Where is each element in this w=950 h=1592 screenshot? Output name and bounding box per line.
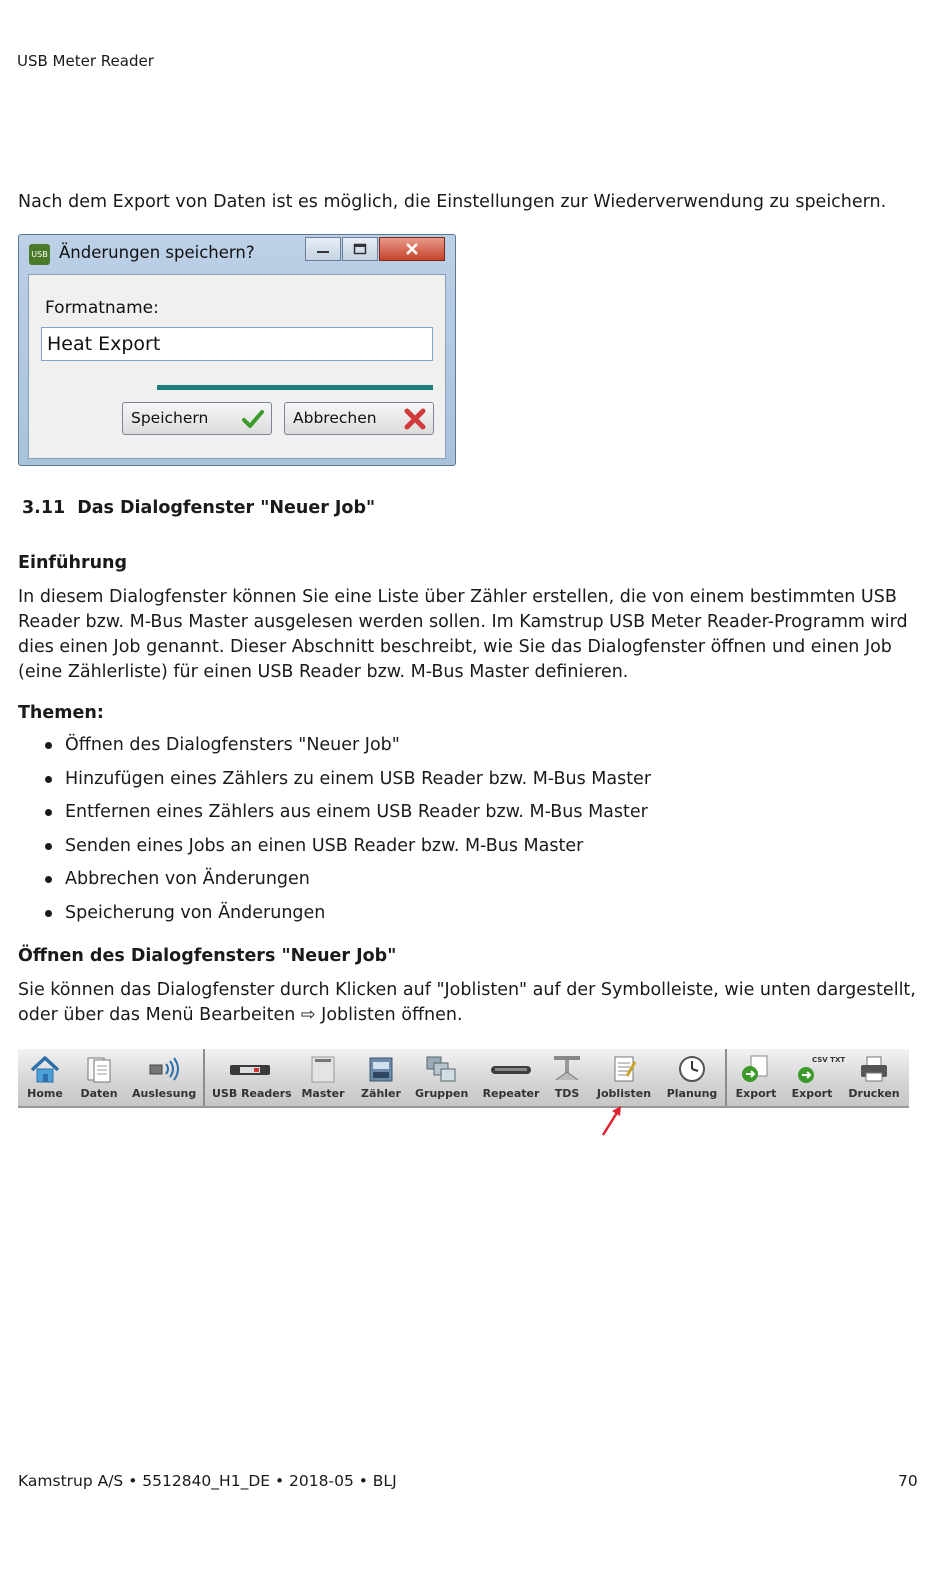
list-item: Hinzufügen eines Zählers zu einem USB Reader bzw. M-Bus Master	[45, 767, 651, 801]
toolbar-joblists[interactable]	[596, 1049, 652, 1106]
toolbar-data-label: Daten	[80, 1087, 118, 1100]
running-header: USB Meter Reader	[17, 52, 154, 70]
toolbar-export-csv[interactable]	[788, 1049, 846, 1106]
intro-heading: Einführung	[18, 553, 128, 573]
export-icon	[739, 1054, 773, 1084]
toolbar-export-csv-label: Export	[791, 1087, 833, 1100]
page-number: 70	[898, 1472, 918, 1490]
open-dialog-body	[18, 978, 928, 1028]
toolbar-tds[interactable]	[548, 1049, 586, 1106]
list-item: Entfernen eines Zählers aus einem USB Reader bzw. M-Bus Master	[45, 800, 651, 834]
toolbar-reading-label: Auslesung	[132, 1087, 197, 1100]
csv-badge: CSV TXT	[812, 1056, 846, 1064]
topics-list	[45, 733, 651, 934]
toolbar-planning-label: Planung	[666, 1087, 718, 1100]
minimize-button[interactable]	[305, 237, 341, 261]
toolbar-planning[interactable]	[665, 1049, 719, 1106]
section-number: 3.11	[22, 498, 66, 518]
section-title: Das Dialogfenster "Neuer Job"	[77, 498, 376, 518]
open-body-text: Sie können das Dialogfenster durch Klicken auf "Joblisten" auf der Symbolleiste, wie unten dargestellt, oder über das Menü Bearbeiten	[18, 980, 916, 1025]
list-item: Speicherung von Änderungen	[45, 901, 651, 935]
cross-icon	[403, 407, 427, 431]
groups-icon	[424, 1054, 458, 1084]
tds-icon	[550, 1054, 584, 1084]
toolbar-print-label: Drucken	[848, 1087, 900, 1100]
home-icon	[28, 1054, 62, 1084]
maximize-icon	[353, 243, 367, 255]
cancel-button-label: Abbrechen	[293, 409, 377, 427]
clock-icon	[675, 1054, 709, 1084]
toolbar-print[interactable]	[846, 1049, 902, 1106]
footer-document-info: Kamstrup A/S • 5512840_H1_DE • 2018-05 • BLJ	[18, 1472, 397, 1490]
list-item: Öffnen des Dialogfensters "Neuer Job"	[45, 733, 651, 767]
toolbar-groups-label: Gruppen	[415, 1087, 469, 1100]
toolbar-tds-label: TDS	[554, 1087, 580, 1100]
main-toolbar	[18, 1049, 909, 1108]
maximize-button[interactable]	[342, 237, 378, 261]
toolbar-usb-readers-label: USB Readers	[212, 1087, 292, 1100]
toolbar-export-label: Export	[735, 1087, 777, 1100]
cancel-button[interactable]	[284, 402, 434, 435]
toolbar-repeater-label: Repeater	[482, 1087, 540, 1100]
toolbar-home-label: Home	[27, 1087, 63, 1100]
document-icon	[82, 1054, 116, 1084]
list-item: Senden eines Jobs an einen USB Reader bzw. M-Bus Master	[45, 834, 651, 868]
toolbar-export[interactable]	[732, 1049, 780, 1106]
open-dialog-heading: Öffnen des Dialogfensters "Neuer Job"	[18, 946, 397, 966]
reading-icon	[144, 1054, 184, 1084]
dialog-body	[28, 274, 446, 459]
menu-arrow-icon: ⇨	[300, 1005, 316, 1025]
toolbar-meters[interactable]	[358, 1049, 404, 1106]
joblist-icon	[607, 1054, 641, 1084]
save-button[interactable]	[122, 402, 272, 435]
export-csv-icon	[795, 1054, 846, 1084]
toolbar-groups[interactable]	[415, 1049, 467, 1106]
toolbar-usb-readers[interactable]	[212, 1049, 292, 1106]
intro-paragraph: Nach dem Export von Daten ist es möglich, die Einstellungen zur Wiederverwendung zu speichern.	[18, 192, 887, 212]
save-button-label: Speichern	[131, 409, 209, 427]
toolbar-joblists-label: Joblisten	[596, 1087, 652, 1100]
toolbar-reading[interactable]	[132, 1049, 196, 1106]
open-body-text-end: Joblisten öffnen.	[321, 1005, 463, 1025]
progress-fill	[157, 385, 433, 390]
toolbar-master[interactable]	[300, 1049, 346, 1106]
usb-reader-icon	[226, 1054, 274, 1084]
close-icon	[405, 243, 419, 255]
dialog-title: Änderungen speichern?	[59, 243, 255, 262]
toolbar-home[interactable]	[22, 1049, 68, 1106]
toolbar-separator	[725, 1049, 727, 1106]
toolbar-meters-label: Zähler	[361, 1087, 401, 1100]
save-changes-dialog	[18, 234, 456, 466]
toolbar-separator	[203, 1049, 205, 1106]
topics-heading: Themen:	[18, 703, 104, 723]
format-name-label: Formatname:	[45, 298, 159, 318]
checkmark-icon	[241, 407, 265, 431]
highlight-arrow-icon	[598, 1103, 628, 1139]
printer-icon	[857, 1054, 891, 1084]
list-item: Abbrechen von Änderungen	[45, 867, 651, 901]
toolbar-data[interactable]	[76, 1049, 122, 1106]
minimize-icon	[316, 243, 330, 255]
master-icon	[306, 1054, 340, 1084]
app-icon: USB	[29, 244, 50, 265]
toolbar-master-label: Master	[301, 1087, 345, 1100]
format-name-input[interactable]	[41, 327, 433, 361]
repeater-icon	[487, 1054, 535, 1084]
toolbar-repeater[interactable]	[480, 1049, 542, 1106]
meter-icon	[364, 1054, 398, 1084]
progress-bar	[157, 385, 433, 390]
close-button[interactable]	[379, 237, 445, 261]
section-heading	[22, 498, 375, 518]
intro-body: In diesem Dialogfenster können Sie eine Liste über Zähler erstellen, die von einem bestimmten USB Reader bzw. M-Bus Master ausgelesen werden sollen. Im Kamstrup USB Meter Reader-Programm wird dies einen Job genannt. Dieser Abschnitt beschreibt, wie Sie das Dialogfenster öffnen und einen Job (eine Zählerliste) für einen USB Reader bzw. M-Bus Master definieren.	[18, 587, 908, 682]
